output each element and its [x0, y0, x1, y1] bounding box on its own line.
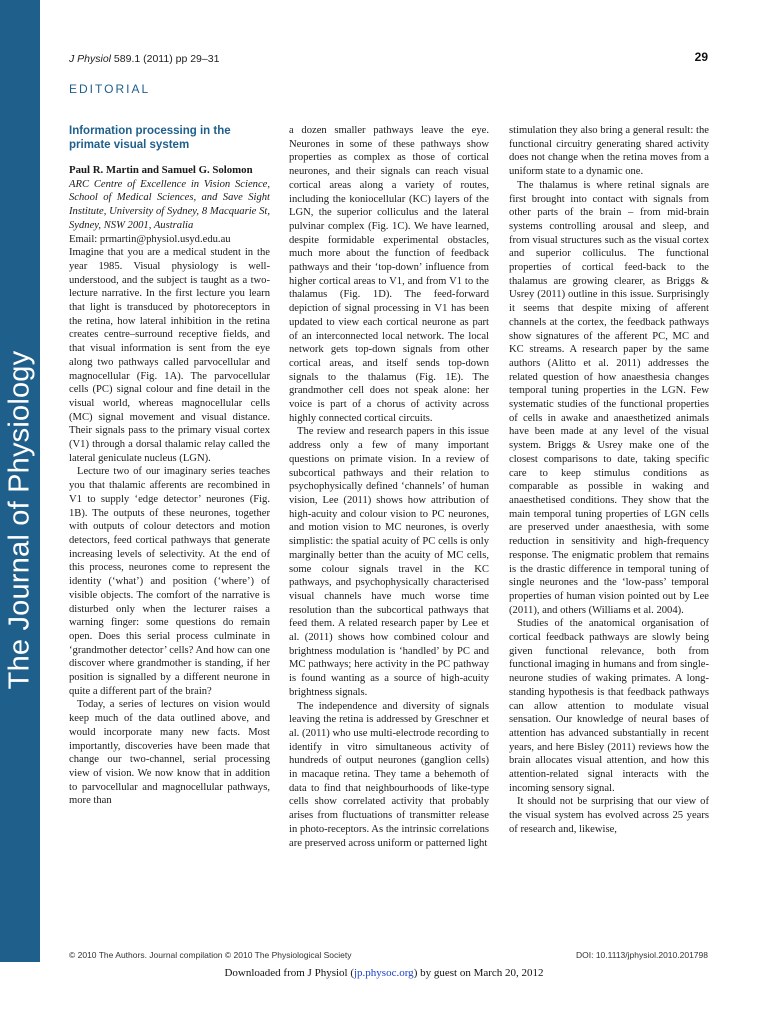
paragraph: Imagine that you are a medical student in the year 1985. Visual physiology is well-understood, and the subject is taught as a two-lecture narrative. In the first lecture you learn that light is transduced by photoreceptors in the retina, how lateral inhibition in the retina creates centre–surround receptive fields, and that visual information is sent from the eye along two pathways called parvocellular and magnocellular (Fig. 1A). The parvocellular cells (PC) signal colour and fine detail in the visual world, whereas magnocellular cells (MC) signal movement and visual distance. Their signals pass to the primary visual cortex (V1) through a dorsal thalamic relay called the lateral geniculate nucleus (LGN).	[69, 247, 270, 464]
paragraph: a dozen smaller pathways leave the eye. Neurones in some of these pathways show properties as complex as those of cortical neurones, and their signals can reach visual cortical areas along a variety of routes, including the koniocellular (KC) layers of the LGN, the superior colliculus and the lateral pulvinar complex (Fig. 1C). We have learned, despite formidable experimental obstacles, much more about the function of feedback pathways and their ‘top-down’ influence from higher cortical areas to V1, and from V1 to the thalamus (Fig. 1D). The feed-forward depiction of signal processing in V1 has been updated to view each cortical neurone as part of an interconnected local network. The local network gets top-down signals from other cortical areas, and itself sends top-down signals to the thalamus (Fig. 1E). The grandmother cell does not speak alone: her voice is part of a chorus of activity across highly connected cortical circuits.	[289, 125, 489, 424]
author-email: Email: prmartin@physiol.usyd.edu.au	[69, 233, 231, 245]
journal-sidebar	[0, 0, 40, 962]
paragraph: The thalamus is where retinal signals are first brought into contact with signals from other parts of the brain – from mid-brain systems controlling arousal and sleep, and from visual structures such as the visual cortex and superior colliculus. The functional properties of cortical feed-back to the thalamus are growing clearer, as Briggs & Usrey (2011) outline in this issue. Surprisingly it seems that despite mixing of afferent channels at the cortex, the feedback pathways show signatures of the afferent PC, MC and KC streams. A research paper by the same authors (Alitto et al. 2011) addresses the related question of how anaesthesia changes temporal tuning properties in the LGN. Few systematic studies of the functional properties of cells in awake and anaesthetized animals have been made at any level of the visual system. Briggs & Usrey make one of the closest comparisons to date, taking specific care to keep stimulus conditions as comparable as possible in waking and anaesthetised conditions. They show that the main temporal tuning properties of LGN cells are preserved under anaesthesia, with some reduction in sensitivity and high-frequency response. The enigmatic problem that remains is the drastic difference in temporal tuning of single neurones and the ‘low-pass’ temporal properties of human vision pointed out by Lee (2011), and others (Williams et al. 2004).	[509, 179, 709, 616]
paragraph: stimulation they also bring a general result: the functional circuitry generating shared activity does not change when the retina moves from a uniform state to a dynamic one.	[509, 125, 709, 178]
download-suffix: ) by guest on March 20, 2012	[413, 967, 544, 979]
doi: DOI: 10.1113/jphysiol.2010.201798	[575, 950, 708, 960]
download-notice	[0, 967, 768, 979]
citation: 589.1 (2011) pp 29–31	[111, 53, 220, 65]
column-3	[509, 124, 709, 837]
paragraph: The review and research papers in this issue address only a few of many important questions on primate vision. In a review of subcortical pathways and their relation to psychophysically defined ‘channels’ of human vision, Lee (2011) shows how attribution of high-acuity and colour vision to PC neurones, and motion vision to MC neurones, is overly simplistic: the spatial acuity of PC cells is only marginally better than the acuity of MC cells, some colour signals travel in the KC pathways, and psychophysically characterised visual channels have much worse time resolution than the subcortical pathways that feed them. A related research paper by Lee et al. (2011) shows how combined colour and brightness modulation is ‘handled’ by PC and MC pathways; here activity in the PC pathway is found wanting as a source of high-acuity brightness signals.	[289, 426, 489, 698]
paragraph: It should not be surprising that our view of the visual system has evolved across 25 years of research and, likewise,	[509, 796, 709, 835]
article-authors: Paul R. Martin and Samuel G. Solomon	[69, 164, 253, 176]
paragraph: Studies of the anatomical organisation of cortical feedback pathways are slowly being given functional relevance, both from functional imaging in humans and from single-neurone studies of waking primates. A long-standing hypothesis is that feedback pathways can allow attention to modulate visual sensation. Our knowledge of neural bases of attention has advanced substantially in recent years, and here Bisley (2011) reviews how the brain allocates visual attention, and how this attention-related signal interacts with the incoming sensory signal.	[509, 618, 709, 794]
column-1	[69, 124, 270, 808]
page-number: 29	[694, 50, 708, 64]
journal-link[interactable]: jp.physoc.org	[354, 967, 414, 979]
column-2	[289, 124, 489, 850]
paragraph: Today, a series of lectures on vision would keep much of the data outlined above, and would incorporate many new facts. Most importantly, discoveries have been made that change our two-channel, serial processing view of vision. We now know that in addition to parvocellular and magnocellular pathways, more than	[69, 699, 270, 807]
section-label: EDITORIAL	[69, 82, 151, 96]
download-prefix: Downloaded from J Physiol (	[224, 967, 354, 979]
journal-name-vertical: The Journal of Physiology	[3, 350, 36, 690]
paragraph: Lecture two of our imaginary series teaches you that thalamic afferents are recombined in V1 to supply ‘edge detector’ neurones (Fig. 1B). The outputs of these neurones, together with outputs of colour detectors and motion detectors, feed cortical pathways that generate increasing levels of selectivity. At the end of this process, neurones come to represent the identity (‘what’) and position (‘where’) of visible objects. The comfort of the narrative is disturbed only when the lecturer raises a warning finger: some questions do remain open. Does this serial process culminate in ‘grandmother detector’ cells? And how can one discover where grandmother is standing, if her position is signalled by a different neurone in quite a different part of the brain?	[69, 466, 270, 697]
article-title: Information processing in the primate visual system	[69, 125, 231, 151]
running-head	[69, 53, 219, 65]
paragraph: The independence and diversity of signals leaving the retina is addressed by Greschner et al. (2011) who use multi-electrode recording to identify in vitro simultaneous activity of hundreds of output neurones (ganglion cells) in macaque retina. They tame a behemoth of data to find that neighbourhoods of like-type cells show correlated activity that probably arises from fluctuations of transmitter release in photo-receptors. As the intrinsic correlations are preserved across uniform or patterned light	[289, 700, 489, 849]
journal-abbrev: J Physiol	[69, 53, 112, 65]
copyright-notice: © 2010 The Authors. Journal compilation © 2010 The Physiological Society	[69, 950, 352, 960]
article-affiliation: ARC Centre of Excellence in Vision Science, School of Medical Sciences, and Save Sight Institute, University of Sydney, 8 Macquarie St, Sydney, NSW 2001, Australia	[69, 178, 270, 231]
